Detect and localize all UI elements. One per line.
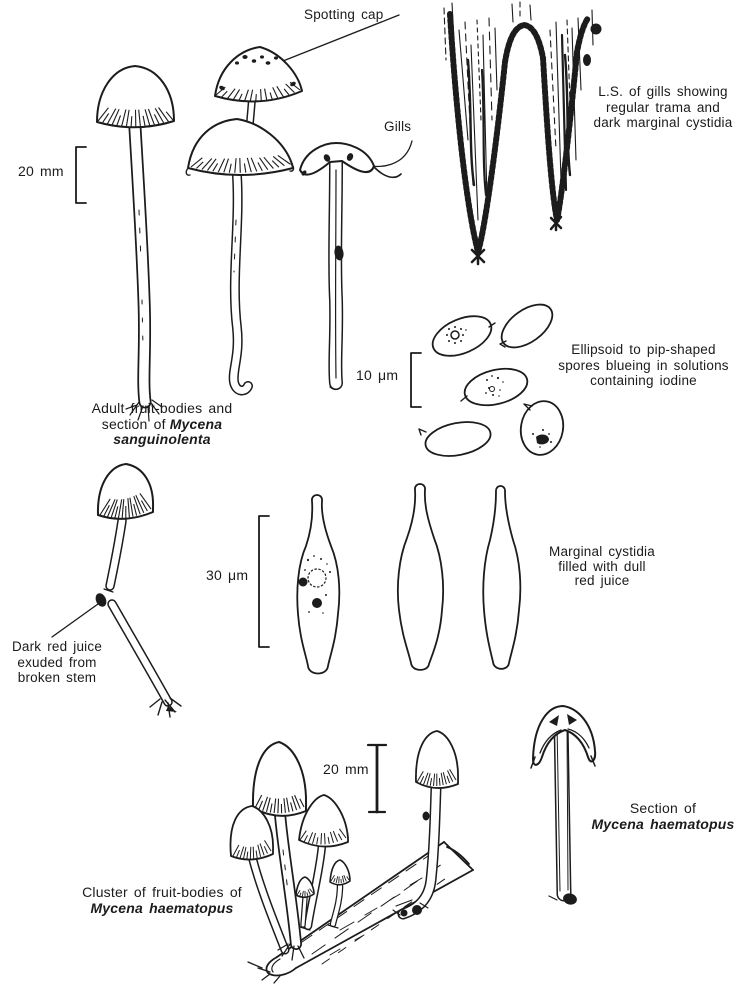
scale-label-10um: 10 μm	[356, 367, 399, 383]
scale-label-30um: 30 μm	[206, 567, 249, 583]
mushroom-adult-1	[97, 66, 174, 421]
species-name: sanguinolenta	[113, 431, 211, 447]
caption-sanguinolenta: Adult fruit-bodies and section of Mycena sanguinolenta	[77, 401, 247, 448]
spores-group	[419, 296, 567, 461]
marginal-cystidium-blob	[583, 54, 591, 66]
label-gills: Gills	[384, 119, 412, 134]
mushroom-section-sanguinolenta	[300, 143, 401, 390]
scale-label-20mm-top: 20 mm	[18, 163, 64, 179]
caption-section-haematopus: Section of Mycena haematopus	[573, 801, 750, 832]
label-ls-gills: L.S. of gills showing regular trama and dark marginal cystidia	[593, 84, 733, 130]
gills-ls-diagram	[444, 2, 602, 264]
scale-label-20mm-cluster: 20 mm	[323, 761, 369, 777]
label-cystidia: Marginal cystidia filled with dull red juice	[549, 544, 655, 588]
scale-bar-20mm-cluster	[368, 745, 386, 812]
juice-droplet	[412, 905, 422, 915]
caption-cluster-haematopus: Cluster of fruit-bodies of Mycena haematopus	[62, 885, 262, 916]
marginal-cystidium-blob	[591, 24, 602, 35]
species-name: Mycena haematopus	[90, 899, 234, 916]
mushroom-adult-2	[186, 119, 293, 391]
species-name: Mycena	[169, 415, 223, 432]
label-spotting-cap: Spotting cap	[304, 7, 384, 22]
cluster-mushroom-6	[393, 731, 458, 917]
species-name: Mycena haematopus	[591, 815, 735, 832]
label-spores: Ellipsoid to pip-shaped spores blueing in solutions containing iodine	[558, 342, 729, 388]
juice-droplet	[423, 812, 430, 821]
dark-red-juice-leader	[52, 604, 98, 637]
base-tuft	[150, 698, 181, 717]
cystidia-group	[297, 484, 520, 674]
juice-droplet	[401, 910, 408, 917]
label-dark-red-juice: Dark red juice exuded from broken stem	[11, 639, 103, 685]
